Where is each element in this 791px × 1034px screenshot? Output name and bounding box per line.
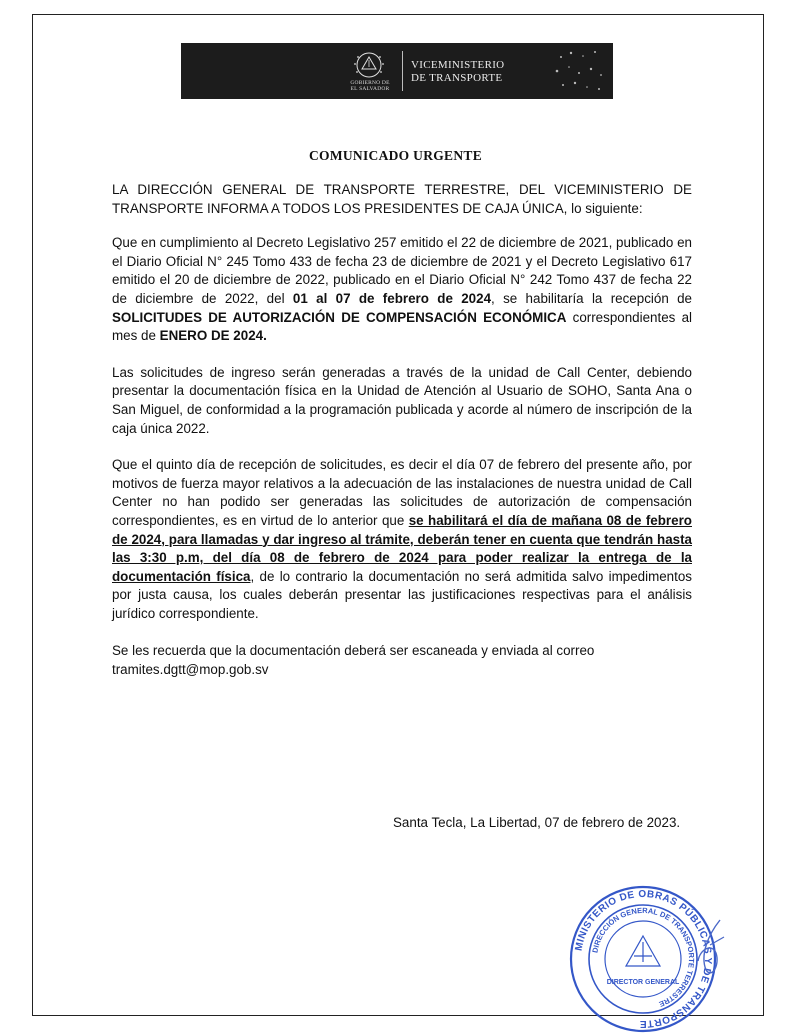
document-body: [112, 181, 692, 680]
ministry-label: VICEMINISTERIO DE TRANSPORTE: [411, 59, 505, 84]
contact-email: tramites.dgtt@mop.gob.sv: [112, 662, 269, 678]
highlighted-deadline: se habilitará el día de mañana 08 de febrero de 2024, para llamadas y dar ingreso al trámite, deberán tener en cuenta que tendrán hasta las 3:30 p.m, del día 08 de febrero de 2024 para poder realizar la entrega de la documentación física: [112, 512, 692, 584]
paragraph-call-center: Las solicitudes de ingreso serán generadas a través de la unidad de Call Center, debiendo presentar la documentación física en la Unidad de Atención al Usuario de SOHO, Santa Ana o San Miguel, de conformidad a la programación publicada y acorde al número de inscripción de la caja única 2022.: [112, 364, 692, 436]
paragraph-extension: Que el quinto día de recepción de solicitudes, es decir el día 07 de febrero del presente año, por motivos de fuerza mayor relativos a la adecuación de las instalaciones de nuestra unidad de Call Center no han podido ser generadas las solicitudes de autorización de compensación correspondientes, es en virtud de lo anterior que se habilitará el día de mañana 08 de febrero de 2024, para llamadas y dar ingreso al trámite, deberán tener en cuenta que tendrán hasta las 3:30 p.m, del día 08 de febrero de 2024 para poder realizar la entrega de la documentación física, de lo contrario la documentación no será admitida salvo impedimentos por justa causa, los cuales deberán presentar las justificaciones respectivas para el análisis jurídico correspondiente.: [112, 457, 692, 621]
seal-center-text: DIRECTOR GENERAL: [606, 979, 680, 986]
document-title: COMUNICADO URGENTE: [308, 148, 483, 163]
banner-divider: [402, 51, 403, 91]
paragraph-decrees: Que en cumplimiento al Decreto Legislativo 257 emitido el 22 de diciembre de 2021, publicado en el Diario Oficial N° 245 Tomo 433 de fecha 23 de diciembre de 2021 y el Decreto Legislativo 617 emitido el 20 de diciembre de 2022, publicado en el Diario Oficial N° 242 Tomo 437 de fecha 22 de diciembre de 2022, del 01 al 07 de febrero de 2024, se habilitaría la recepción de SOLICITUDES DE AUTORIZACIÓN DE COMPENSACIÓN ECONÓMICA correspondientes al mes de ENERO DE 2024.: [112, 235, 692, 344]
seal-outer-text: MINISTERIO DE OBRAS PÚBLICAS Y DE TRANSPORTE: [573, 888, 714, 1030]
place-date: Santa Tecla, La Libertad, 07 de febrero de 2023.: [393, 815, 681, 830]
intro-paragraph: LA DIRECCIÓN GENERAL DE TRANSPORTE TERRESTRE, DEL VICEMINISTERIO DE TRANSPORTE INFORMA A TODOS LOS PRESIDENTES DE CAJA ÚNICA, lo siguiente:: [112, 182, 692, 216]
stars-decoration-icon: [549, 47, 607, 95]
signature-mark: [690, 915, 730, 985]
header-banner: [181, 43, 613, 99]
paragraph-email: Se les recuerda que la documentación deberá ser escaneada y enviada al correo tramites.dgtt@mop.gob.sv: [112, 642, 692, 679]
seal-inner-text: DIRECCIÓN GENERAL DE TRANSPORTE TERRESTRE: [590, 905, 697, 1009]
gov-label: GOBIERNO DE EL SALVADOR: [350, 80, 390, 92]
